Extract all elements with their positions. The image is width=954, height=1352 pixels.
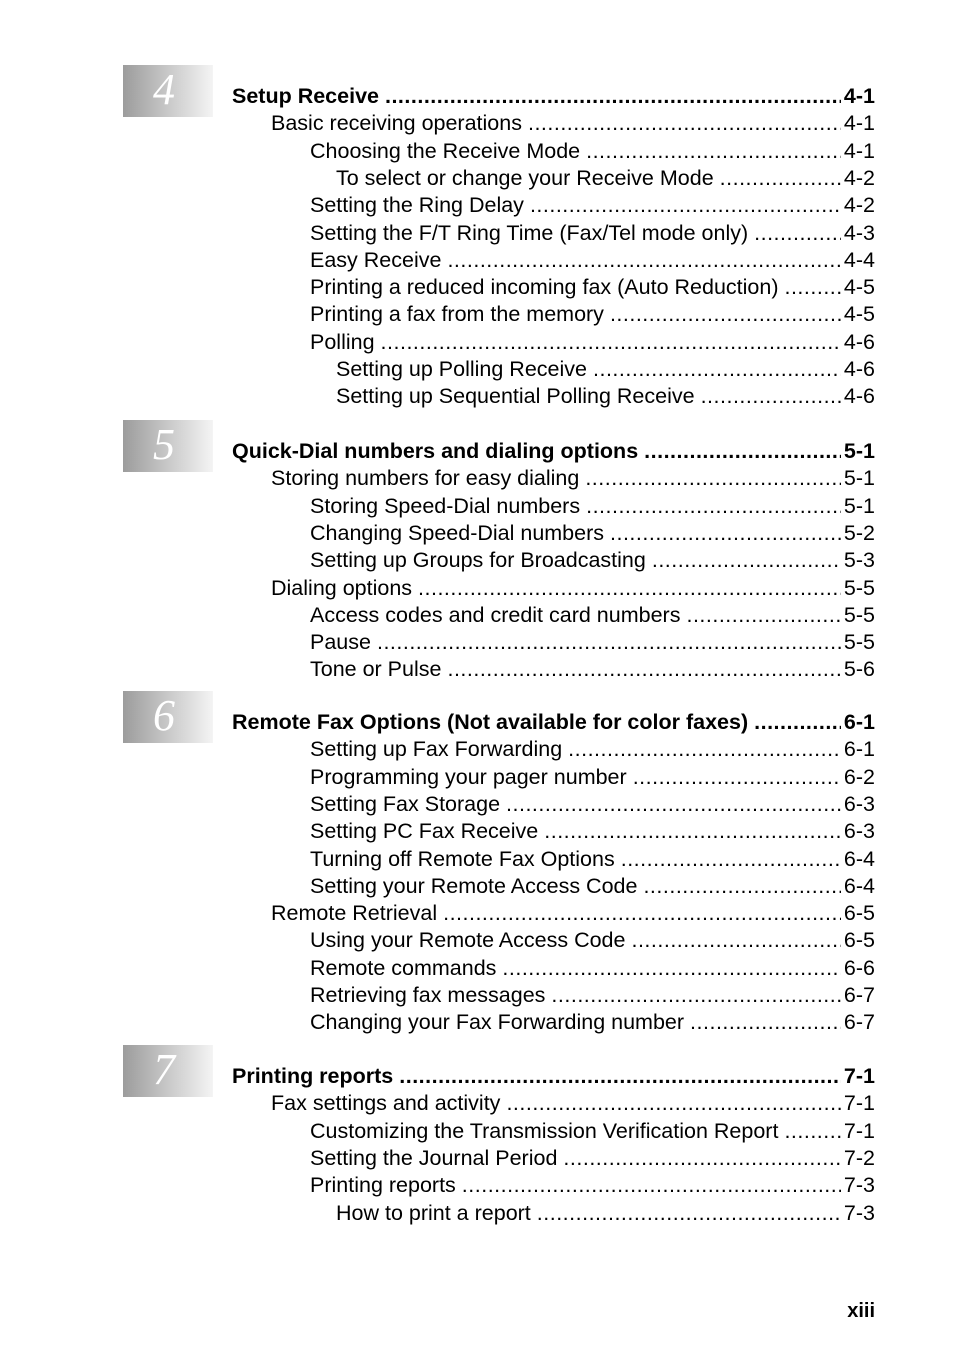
toc-entry-title: Remote Fax Options (Not available for color faxes): [232, 710, 749, 734]
toc-entry-page: 4-6: [843, 357, 875, 381]
toc-entry[interactable]: [310, 818, 875, 844]
dot-leader: [585, 465, 841, 491]
toc-entry[interactable]: [310, 736, 875, 762]
dot-leader: [551, 982, 841, 1008]
toc-entry[interactable]: [310, 1118, 875, 1144]
toc-entry[interactable]: [336, 356, 875, 382]
dot-leader: [754, 709, 841, 735]
dot-leader: [701, 383, 841, 409]
dot-leader: [568, 736, 841, 762]
toc-entry-page: 6-5: [843, 928, 875, 953]
toc-entry[interactable]: [271, 900, 875, 926]
toc-entry-page: 5-1: [843, 466, 875, 491]
toc-entry-page: 4-2: [843, 193, 875, 218]
dot-leader: [643, 873, 840, 899]
toc-entry-page: 7-1: [843, 1118, 875, 1143]
chapter-tab: [123, 420, 213, 472]
toc-entry-title: Tone or Pulse: [310, 657, 442, 682]
dot-leader: [447, 247, 840, 273]
toc-entry-page: 5-2: [843, 520, 875, 545]
toc-entry-page: 7-1: [843, 1064, 875, 1088]
toc-entry-page: 6-6: [843, 955, 875, 980]
dot-leader: [784, 1118, 840, 1144]
toc-entry-title: Changing your Fax Forwarding number: [310, 1010, 685, 1035]
toc-entry[interactable]: [310, 1145, 875, 1171]
toc-entry-title: Setup Receive: [232, 84, 379, 108]
toc-entry-title: Setting up Sequential Polling Receive: [336, 384, 695, 409]
dot-leader: [381, 329, 841, 355]
toc-entry-title: Fax settings and activity: [271, 1091, 501, 1116]
toc-entry-title: Setting the Ring Delay: [310, 193, 524, 218]
toc-entry-page: 7-1: [843, 1091, 875, 1116]
toc-entry[interactable]: [310, 846, 875, 872]
dot-leader: [652, 547, 841, 573]
toc-entry-page: 4-1: [843, 138, 875, 163]
toc-entry[interactable]: [310, 520, 875, 546]
toc-entry-title: Choosing the Receive Mode: [310, 138, 581, 163]
chapter-tab: [123, 65, 213, 117]
dot-leader: [418, 575, 841, 601]
toc-entry[interactable]: [310, 602, 875, 628]
chapter-number: 6: [153, 691, 175, 740]
toc-entry-page: 4-4: [843, 247, 875, 272]
toc-entry[interactable]: [310, 629, 875, 655]
dot-leader: [544, 818, 841, 844]
toc-entry[interactable]: [310, 764, 875, 790]
toc-entry-title: Printing a fax from the memory: [310, 302, 604, 327]
toc-entry-page: 5-5: [843, 602, 875, 627]
dot-leader: [377, 629, 841, 655]
dot-leader: [633, 764, 841, 790]
dot-leader: [447, 656, 840, 682]
toc-entry[interactable]: [310, 656, 875, 682]
toc-entry[interactable]: [310, 873, 875, 899]
dot-leader: [528, 110, 841, 136]
toc-entry-title: Printing reports: [310, 1173, 456, 1198]
dot-leader: [754, 220, 841, 246]
toc-entry-title: Setting up Polling Receive: [336, 357, 587, 381]
toc-entry-title: Remote Retrieval: [271, 901, 438, 926]
dot-leader: [506, 791, 841, 817]
dot-leader: [784, 274, 840, 300]
toc-entry[interactable]: [310, 1172, 875, 1198]
toc-entry-title: Setting the Journal Period: [310, 1145, 558, 1170]
toc-entry-title: Turning off Remote Fax Options: [310, 846, 615, 871]
dot-leader: [502, 955, 841, 981]
dot-leader: [644, 438, 841, 464]
toc-entry-title: Setting the F/T Ring Time (Fax/Tel mode only): [310, 220, 749, 245]
toc-entry-page: 6-3: [843, 819, 875, 844]
toc-entry-page: 5-5: [843, 575, 875, 600]
chapter-number: 4: [153, 65, 175, 114]
toc-entry-page: 7-3: [843, 1173, 875, 1198]
toc-entry-title: Easy Receive: [310, 247, 442, 272]
toc-entry[interactable]: [336, 383, 875, 409]
toc-entry-page: 4-6: [843, 329, 875, 354]
toc-entry-page: 5-3: [843, 548, 875, 573]
toc-entry[interactable]: [336, 1200, 875, 1226]
dot-leader: [586, 138, 841, 164]
toc-entry-page: 4-1: [843, 111, 875, 136]
toc-entry[interactable]: [310, 192, 875, 218]
dot-leader: [593, 356, 841, 382]
toc-entry-page: 6-4: [843, 846, 875, 871]
toc-entry-title: To select or change your Receive Mode: [336, 165, 714, 190]
dot-leader: [385, 83, 841, 109]
toc-entry-title: Setting up Fax Forwarding: [310, 737, 563, 762]
dot-leader: [610, 520, 841, 546]
dot-leader: [443, 900, 841, 926]
toc-entry-title: Customizing the Transmission Verification Report: [310, 1118, 779, 1143]
toc-entry[interactable]: [310, 547, 875, 573]
toc-entry-title: Setting up Groups for Broadcasting: [310, 548, 646, 573]
toc-entry-title: Storing numbers for easy dialing: [271, 466, 580, 491]
chapter-number: 5: [153, 420, 175, 469]
toc-entry-title: Setting your Remote Access Code: [310, 873, 638, 898]
toc-entry-page: 6-7: [843, 983, 875, 1007]
toc-entry-page: 7-3: [843, 1200, 875, 1225]
dot-leader: [686, 602, 840, 628]
toc-entry-title: Quick-Dial numbers and dialing options: [232, 439, 639, 463]
toc-entry[interactable]: [310, 274, 875, 300]
toc-entry[interactable]: [310, 329, 875, 355]
toc-entry[interactable]: [310, 247, 875, 273]
toc-entry[interactable]: [310, 955, 875, 981]
dot-leader: [610, 301, 841, 327]
toc-entry-page: 4-5: [843, 302, 875, 327]
chapter-number: 7: [153, 1045, 175, 1094]
toc-entry-page: 4-2: [843, 165, 875, 190]
dot-leader: [506, 1090, 840, 1116]
dot-leader: [530, 192, 841, 218]
toc-entry-title: How to print a report: [336, 1200, 531, 1225]
dot-leader: [631, 927, 840, 953]
toc-entry[interactable]: [336, 165, 875, 191]
toc-entry-title: Retrieving fax messages: [310, 983, 546, 1007]
chapter-tab: [123, 1045, 213, 1097]
toc-entry[interactable]: [310, 220, 875, 246]
toc-entry[interactable]: [271, 110, 875, 136]
toc-entry-page: 6-1: [843, 737, 875, 762]
toc-entry[interactable]: [310, 493, 875, 519]
toc-entry-page: 5-1: [843, 493, 875, 518]
toc-chapter-entry[interactable]: [232, 709, 875, 735]
toc-entry-page: 7-2: [843, 1145, 875, 1170]
page-number: xiii: [847, 1300, 875, 1322]
toc-entry-page: 5-6: [843, 657, 875, 682]
toc-entry[interactable]: [310, 1009, 875, 1035]
toc-entry[interactable]: [310, 982, 875, 1008]
toc-entry-title: Storing Speed-Dial numbers: [310, 493, 581, 518]
dot-leader: [720, 165, 841, 191]
dot-leader: [399, 1063, 841, 1089]
toc-entry-title: Printing reports: [232, 1064, 394, 1088]
toc-entry[interactable]: [271, 465, 875, 491]
toc-chapter-entry[interactable]: [232, 438, 875, 464]
dot-leader: [690, 1009, 841, 1035]
toc-entry-page: 5-5: [843, 630, 875, 655]
toc-entry-page: 5-1: [843, 439, 875, 463]
toc-entry-title: Printing a reduced incoming fax (Auto Reduction): [310, 275, 779, 300]
dot-leader: [462, 1172, 841, 1198]
dot-leader: [537, 1200, 841, 1226]
toc-entry[interactable]: [271, 1090, 875, 1116]
toc-entry[interactable]: [310, 301, 875, 327]
toc-entry-title: Setting PC Fax Receive: [310, 819, 539, 844]
toc-entry-page: 4-6: [843, 384, 875, 409]
toc-entry-page: 4-5: [843, 275, 875, 300]
toc-entry-title: Using your Remote Access Code: [310, 928, 626, 953]
toc-chapter-entry[interactable]: [232, 83, 875, 109]
toc-entry[interactable]: [310, 791, 875, 817]
toc-chapter-entry[interactable]: [232, 1063, 875, 1089]
toc-entry[interactable]: [310, 927, 875, 953]
toc-entry-page: 6-1: [843, 710, 875, 734]
toc-entry[interactable]: [271, 575, 875, 601]
toc-entry-title: Dialing options: [271, 575, 413, 600]
toc-entry-page: 6-7: [843, 1010, 875, 1035]
toc-entry-title: Pause: [310, 630, 371, 655]
dot-leader: [621, 846, 841, 872]
toc-entry-title: Setting Fax Storage: [310, 791, 501, 816]
toc-entry-page: 6-5: [843, 901, 875, 926]
toc-entry-title: Remote commands: [310, 955, 497, 980]
toc-entry-page: 6-4: [843, 873, 875, 898]
toc-entry-title: Access codes and credit card numbers: [310, 602, 681, 627]
dot-leader: [586, 493, 841, 519]
chapter-tab: [123, 691, 213, 743]
toc-entry-title: Basic receiving operations: [271, 111, 522, 136]
toc-entry[interactable]: [310, 138, 875, 164]
toc-entry-title: Programming your pager number: [310, 764, 627, 789]
dot-leader: [563, 1145, 841, 1171]
toc-entry-title: Changing Speed-Dial numbers: [310, 520, 605, 545]
toc-entry-title: Polling: [310, 329, 375, 354]
toc-entry-page: 6-3: [843, 791, 875, 816]
toc-entry-page: 4-3: [843, 220, 875, 245]
toc-entry-page: 6-2: [843, 764, 875, 789]
toc-entry-page: 4-1: [843, 84, 875, 108]
